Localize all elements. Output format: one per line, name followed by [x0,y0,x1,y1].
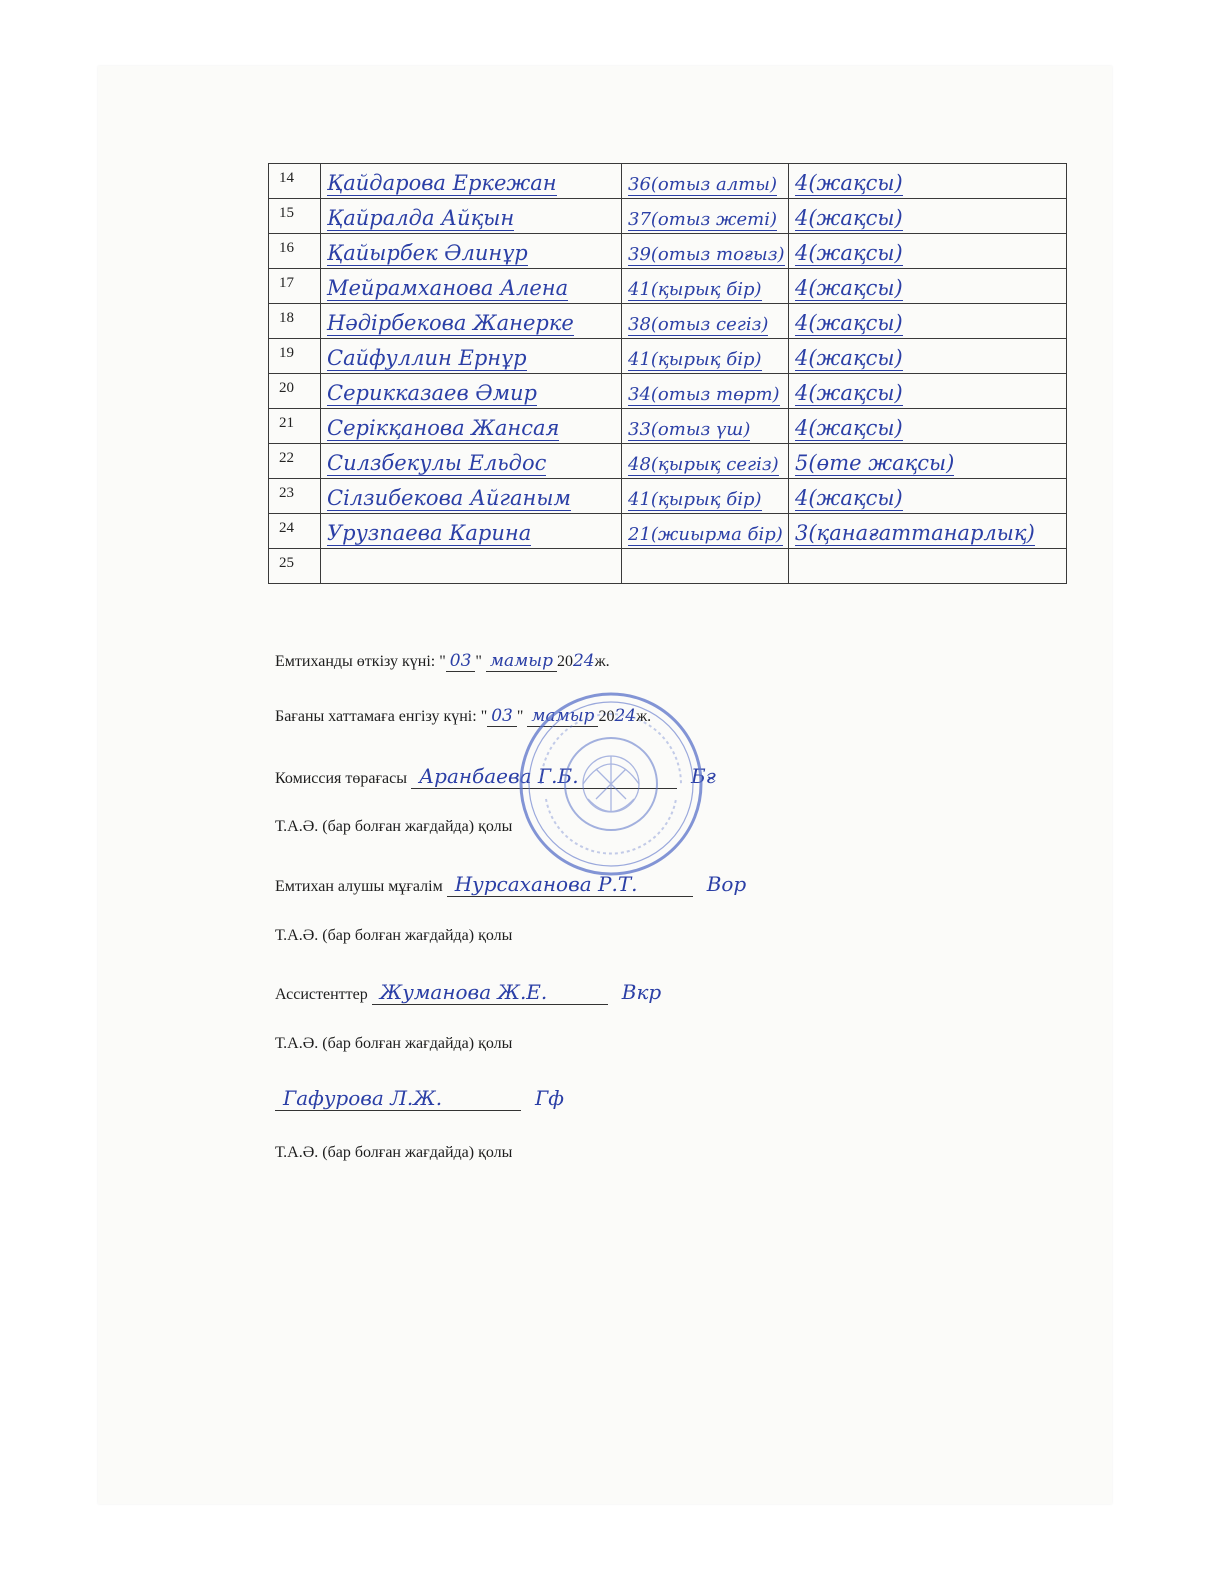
exam-date-line: Емтиханды өткізу күні: " 03 " мамыр 2024ж. [275,651,610,671]
score: 38(отыз сегіз) [628,314,769,336]
student-name-cell [321,164,622,199]
student-name-cell [321,374,622,409]
student-name-cell [321,514,622,549]
grade-cell [789,409,1067,444]
row-number-cell [269,514,321,549]
score: 37(отыз жеті) [628,209,777,231]
student-name: Қайырбек Әлинұр [327,240,528,265]
grade: 4(жақсы) [795,310,903,335]
row-number: 16 [279,240,294,256]
exam-date-year-hand: 24 [572,651,595,671]
student-name: Силзбекулы Ельдос [327,450,547,475]
exam-date-label: Емтиханды өткізу күні: " [275,653,446,670]
score: 34(отыз төрт) [628,384,780,406]
student-name-cell [321,199,622,234]
row-number-cell [269,374,321,409]
grade-cell [789,374,1067,409]
row-number: 20 [279,380,294,396]
entry-date-line: Бағаны хаттамаға енгізу күні: " 03 " мамыр 2024ж. [275,706,652,726]
assistant2-signature: Гф [535,1086,564,1110]
grade-cell [789,269,1067,304]
grade-cell [789,234,1067,269]
score: 36(отыз алты) [628,174,777,196]
grade-cell [789,514,1067,549]
grade: 4(жақсы) [795,275,903,300]
student-name: Сілзибекова Айганым [327,485,571,510]
assistant2-line [275,1086,564,1111]
chair-signature: Бғ [691,764,716,788]
assistant1-signature: Вкр [621,980,662,1004]
score: 21(жиырма бір) [628,524,783,546]
score-cell [622,479,789,514]
row-number-cell [269,164,321,199]
row-number-cell [269,444,321,479]
student-name-cell [321,234,622,269]
row-number: 14 [279,170,294,186]
official-seal-stamp [516,689,706,879]
entry-date-year-hand: 24 [614,706,637,726]
student-name: Урузпаева Карина [327,520,532,545]
row-number: 22 [279,450,294,466]
table-row [269,164,1067,199]
student-name-cell [321,479,622,514]
row-number-cell [269,549,321,584]
grade: 4(жақсы) [795,485,903,510]
grade-cell [789,479,1067,514]
grade: 4(жақсы) [795,240,903,265]
score-cell [622,164,789,199]
fio-caption-3: Т.А.Ә. (бар болған жағдайда) қолы [275,1035,513,1052]
exam-date-year-prefix: 20 [556,653,573,670]
chair-label: Комиссия төрағасы [275,770,407,787]
table-row [269,479,1067,514]
student-name: Сайфуллин Ернұр [327,345,527,370]
teacher-name: Нурсаханова Р.Т. [447,872,693,897]
fio-caption-2: Т.А.Ә. (бар болған жағдайда) қолы [275,927,513,944]
score-cell [622,339,789,374]
score-cell [622,549,789,584]
score: 41(қырық бір) [628,349,762,371]
row-number-cell [269,304,321,339]
student-name-cell [321,444,622,479]
chair-name: Аранбаева Г.Б. [411,764,677,789]
table-row [269,304,1067,339]
exam-date-suffix: ж. [594,653,610,670]
entry-date-day: 03 [487,706,517,727]
grade: 5(өте жақсы) [795,450,955,475]
fio-caption-4: Т.А.Ә. (бар болған жағдайда) қолы [275,1144,513,1161]
assistant2-name: Гафурова Л.Ж. [275,1086,521,1111]
student-name-cell [321,269,622,304]
grades-table [268,163,1067,584]
table-row [269,549,1067,584]
row-number-cell [269,199,321,234]
exam-date-month: мамыр [486,651,557,672]
grade-cell [789,199,1067,234]
score-cell [622,269,789,304]
grade-cell [789,444,1067,479]
row-number: 17 [279,275,294,291]
student-name: Серикказаев Әмир [327,380,537,405]
row-number-cell [269,269,321,304]
row-number: 21 [279,415,294,431]
row-number-cell [269,479,321,514]
entry-date-year-prefix: 20 [598,708,615,725]
assistants-line [275,980,661,1005]
table-row [269,269,1067,304]
fio-caption-1: Т.А.Ә. (бар болған жағдайда) қолы [275,818,513,835]
teacher-signature: Вор [706,872,747,896]
table-row [269,374,1067,409]
score: 41(қырық бір) [628,489,762,511]
student-name: Нәдірбекова Жанерке [327,310,574,335]
grade-cell [789,164,1067,199]
table-row [269,444,1067,479]
student-name-cell [321,339,622,374]
grade: 4(жақсы) [795,345,903,370]
score-cell [622,234,789,269]
entry-date-month: мамыр [527,706,598,727]
score: 41(қырық бір) [628,279,762,301]
score-cell [622,374,789,409]
score-cell [622,304,789,339]
student-name: Қайдарова Еркежан [327,170,557,195]
grade-cell [789,339,1067,374]
grade: 4(жақсы) [795,205,903,230]
student-name: Мейрамханова Алена [327,275,569,300]
table-row [269,339,1067,374]
table-row [269,234,1067,269]
score: 39(отыз тоғыз) [628,244,785,266]
student-name: Қайралда Айқын [327,205,515,230]
score-cell [622,444,789,479]
row-number: 25 [279,555,294,571]
table-row [269,514,1067,549]
student-name-cell [321,304,622,339]
grade-cell [789,549,1067,584]
table-row [269,409,1067,444]
score-cell [622,514,789,549]
row-number: 15 [279,205,294,221]
row-number-cell [269,339,321,374]
score-cell [622,199,789,234]
score: 48(қырық сегіз) [628,454,779,476]
assistant1-name: Жуманова Ж.Е. [372,980,608,1005]
grade: 4(жақсы) [795,170,903,195]
entry-date-suffix: ж. [636,708,652,725]
seal-emblem [583,756,639,812]
grade: 4(жақсы) [795,415,903,440]
grade: 4(жақсы) [795,380,903,405]
student-name: Серікқанова Жансая [327,415,560,440]
row-number-cell [269,234,321,269]
row-number: 18 [279,310,294,326]
row-number: 19 [279,345,294,361]
row-number: 23 [279,485,294,501]
row-number: 24 [279,520,294,536]
grades-table-body [269,164,1067,584]
teacher-label: Емтихан алушы мұғалім [275,878,443,895]
grade: 3(қанағаттанарлық) [795,520,1035,545]
table-row [269,199,1067,234]
student-name-cell [321,549,622,584]
exam-date-day: 03 [446,651,476,672]
entry-date-label: Бағаны хаттамаға енгізу күні: " [275,708,488,725]
assistants-label: Ассистенттер [275,986,368,1003]
row-number-cell [269,409,321,444]
score-cell [622,409,789,444]
student-name-cell [321,409,622,444]
grade-cell [789,304,1067,339]
score: 33(отыз үш) [628,419,751,441]
